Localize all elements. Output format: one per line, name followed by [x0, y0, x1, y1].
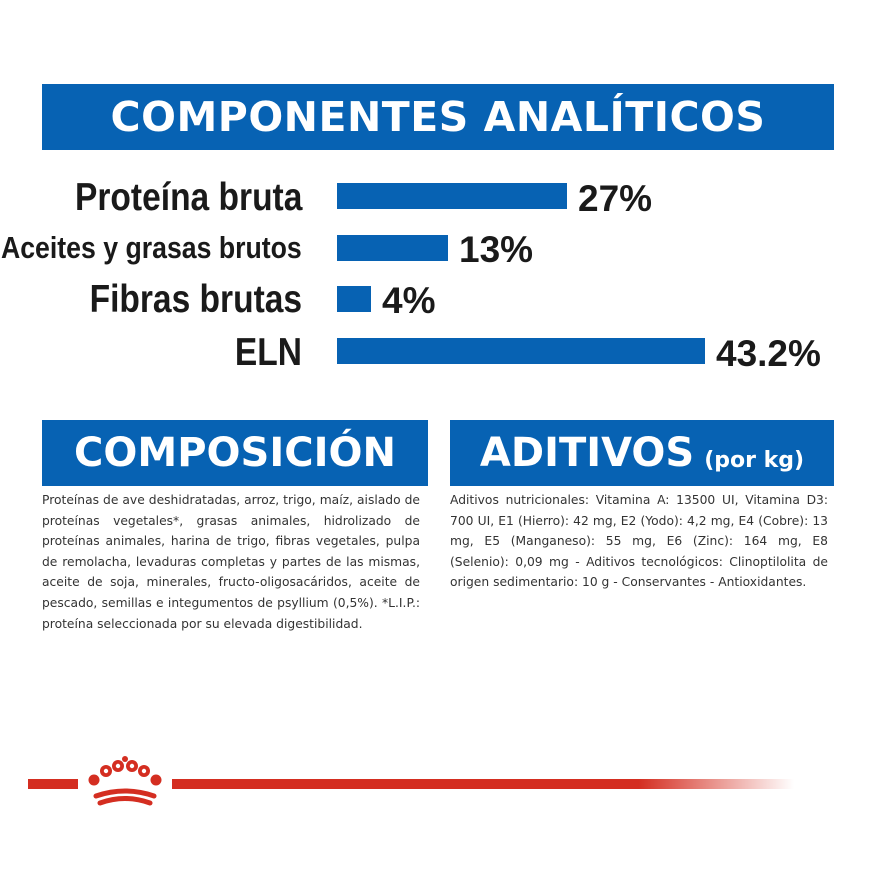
additives-banner	[450, 420, 834, 486]
composition-title: COMPOSICIÓN	[74, 430, 396, 476]
analytic-components-title: COMPONENTES ANALÍTICOS	[110, 93, 766, 141]
additives-subtitle: (por kg)	[704, 447, 805, 473]
analytic-components-banner	[42, 84, 834, 150]
row-label-protein: Proteína bruta	[74, 176, 302, 219]
row-label-fiber: Fibras brutas	[89, 278, 302, 321]
row-label-fats: Aceites y grasas brutos	[1, 230, 302, 265]
bar-protein	[337, 183, 567, 209]
footer-line-left	[28, 779, 78, 789]
value-fiber: 4%	[382, 280, 436, 321]
bar-fiber	[337, 286, 371, 312]
row-label-eln: ELN	[234, 331, 302, 374]
crown-icon	[82, 756, 168, 808]
value-fats: 13%	[459, 229, 534, 270]
bar-fats	[337, 235, 448, 261]
additives-text: Aditivos nutricionales: Vitamina A: 13500 UI, Vitamina D3: 700 UI, E1 (Hierro): 42 mg, E2 (Yodo): 4,2 mg, E4 (Cobre): 13 mg, E5 (Manganeso): 55 mg, E6 (Zinc): 164 mg, E8 (Selenio): 0,09 mg - Aditivos tecnológicos: Clinoptilolita de origen sedimentario: 10 g - Conservantes - Antioxidantes.	[450, 493, 828, 590]
bar-eln	[337, 338, 705, 364]
additives-title: ADITIVOS	[479, 430, 695, 476]
composition-text: Proteínas de ave deshidratadas, arroz, trigo, maíz, aislado de proteínas vegetales*, grasas animales, hidrolizado de proteínas animales, harina de trigo, fibras vegetales, pulpa de remolacha, levaduras completas y partes de las mismas, aceite de soja, minerales, fructo-oligosacáridos, aceite de pescado, semillas e integumentos de psyllium (0,5%). *L.I.P.: proteína seleccionada por su elevada digestibilidad.	[42, 493, 420, 631]
composition-banner	[42, 420, 428, 486]
value-protein: 27%	[578, 178, 653, 219]
footer-line-right	[172, 779, 794, 789]
value-eln: 43.2%	[716, 333, 821, 374]
